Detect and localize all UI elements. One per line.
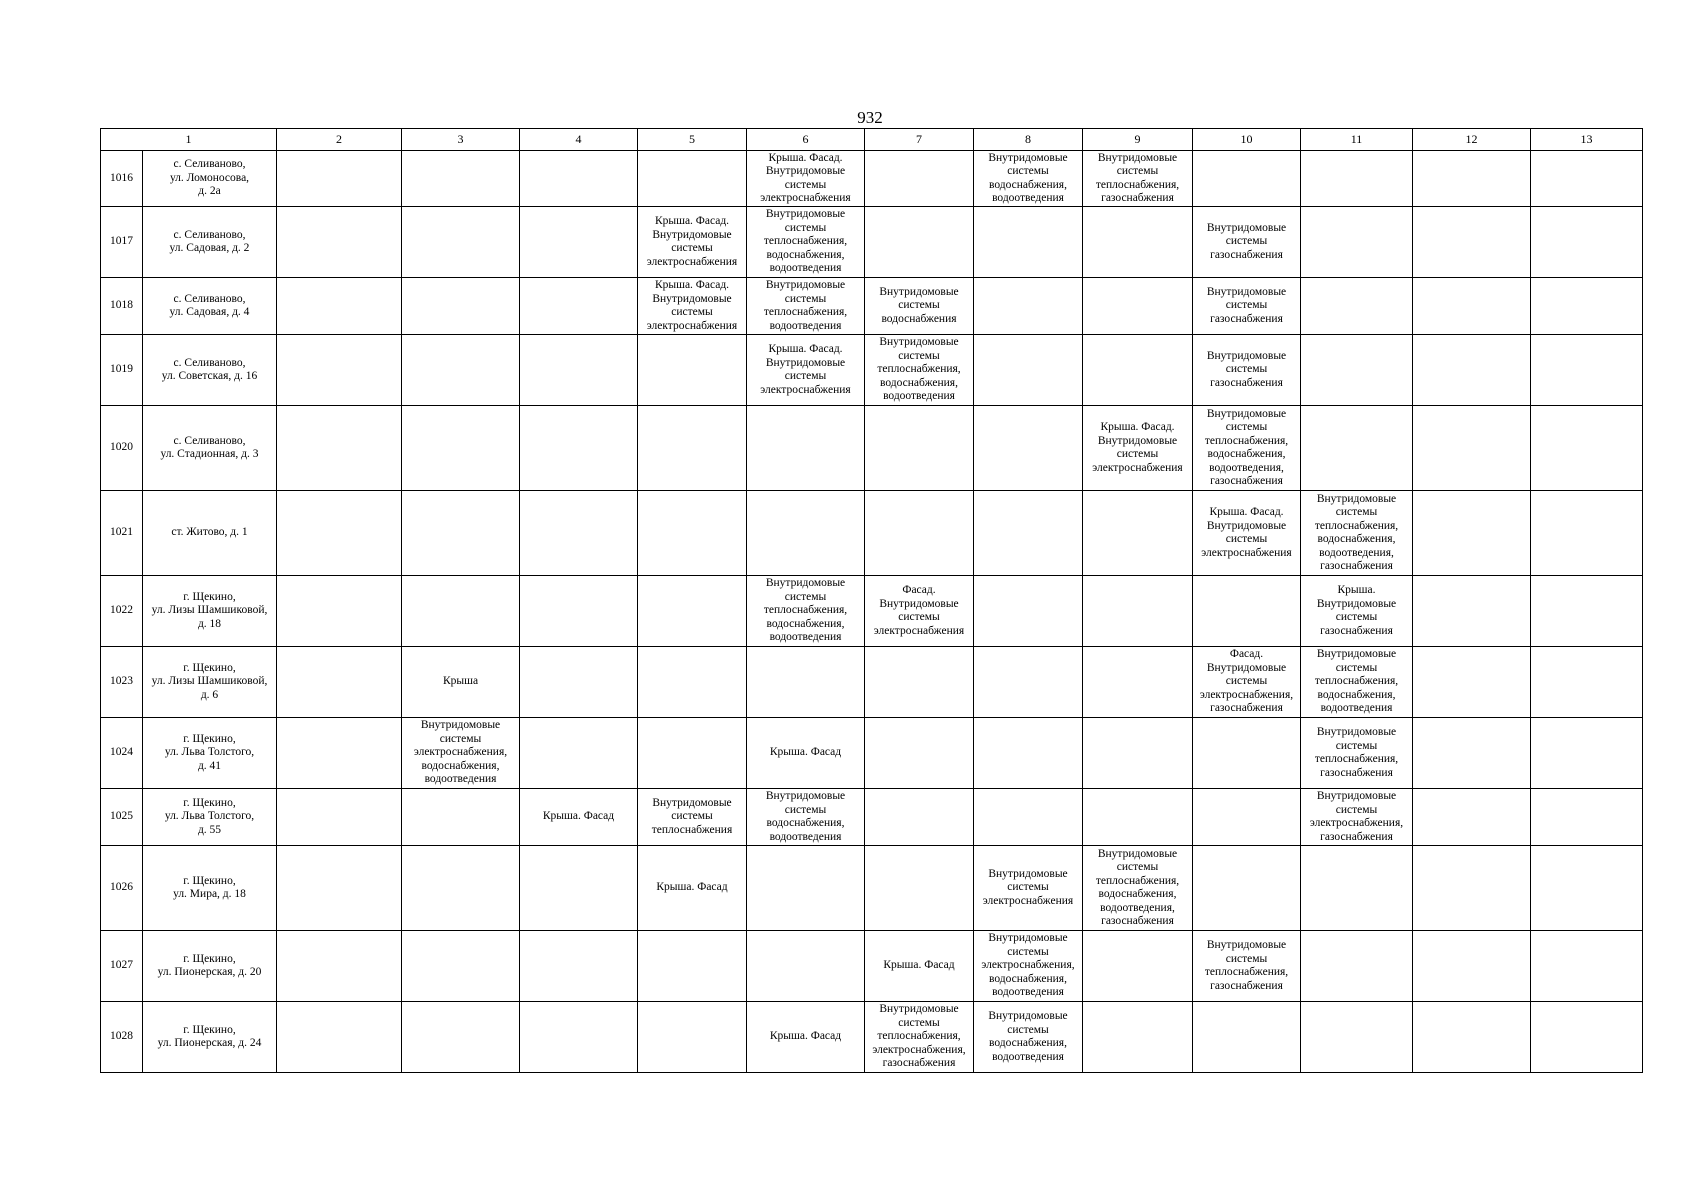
table-row [101, 151, 1643, 207]
table-cell [1531, 491, 1643, 576]
table-cell [277, 406, 402, 491]
table-cell: Внутридомовые системы теплоснабжения, газоснабжения [1083, 151, 1193, 207]
table-cell [1531, 576, 1643, 647]
table-cell [520, 718, 638, 789]
table-cell: Внутридомовые системы теплоснабжения, водоснабжения, водоотведения [747, 576, 865, 647]
table-cell [1083, 789, 1193, 846]
address-cell: ст. Житово, д. 1 [143, 491, 277, 576]
table-cell: Внутридомовые системы теплоснабжения, водоотведения [747, 278, 865, 335]
table-row [101, 1002, 1643, 1073]
table-cell [638, 491, 747, 576]
table-cell [402, 1002, 520, 1073]
table-row [101, 789, 1643, 846]
table-cell [277, 278, 402, 335]
table-row [101, 335, 1643, 406]
table-row [101, 931, 1643, 1002]
address-cell: г. Щекино, ул. Лизы Шамшиковой, д. 6 [143, 647, 277, 718]
table-cell [1083, 718, 1193, 789]
table-cell: Крыша [402, 647, 520, 718]
table-cell [277, 789, 402, 846]
table-cell: Внутридомовые системы теплоснабжения, водоснабжения, водоотведения, газоснабжения [1083, 846, 1193, 931]
table-cell: Крыша. Фасад [747, 1002, 865, 1073]
table-cell: Крыша. Фасад. Внутридомовые системы электроснабжения [747, 151, 865, 207]
table-cell [865, 846, 974, 931]
table-cell [747, 406, 865, 491]
table-cell [520, 278, 638, 335]
column-header: 1 [101, 129, 277, 151]
table-cell [520, 207, 638, 278]
table-cell [520, 1002, 638, 1073]
table-cell [1193, 151, 1301, 207]
table-cell [402, 207, 520, 278]
table-cell: Внутридомовые системы теплоснабжения [638, 789, 747, 846]
row-number-cell: 1027 [101, 931, 143, 1002]
table-cell [1413, 491, 1531, 576]
table-cell [277, 207, 402, 278]
table-cell [402, 151, 520, 207]
table-cell: Внутридомовые системы водоснабжения, водоотведения [747, 789, 865, 846]
table-cell: Внутридомовые системы теплоснабжения, водоснабжения, водоотведения, газоснабжения [1193, 406, 1301, 491]
repair-schedule-table [100, 128, 1643, 1073]
column-header: 10 [1193, 129, 1301, 151]
table-cell [974, 491, 1083, 576]
address-cell: г. Щекино, ул. Лизы Шамшиковой, д. 18 [143, 576, 277, 647]
table-cell [1531, 1002, 1643, 1073]
table-cell [865, 151, 974, 207]
column-header: 8 [974, 129, 1083, 151]
table-cell [638, 647, 747, 718]
table-cell [974, 647, 1083, 718]
table-cell: Крыша. Фасад. Внутридомовые системы электроснабжения [747, 335, 865, 406]
table-cell [277, 846, 402, 931]
table-cell [865, 491, 974, 576]
table-cell [1083, 207, 1193, 278]
table-row [101, 278, 1643, 335]
table-cell [1301, 1002, 1413, 1073]
table-cell [747, 647, 865, 718]
table-cell [1531, 931, 1643, 1002]
table-cell [402, 406, 520, 491]
table-cell [520, 151, 638, 207]
table-cell: Крыша. Фасад. Внутридомовые системы электроснабжения [1193, 491, 1301, 576]
table-cell [277, 1002, 402, 1073]
table-cell [1531, 406, 1643, 491]
table-cell: Фасад. Внутридомовые системы электроснабжения, газоснабжения [1193, 647, 1301, 718]
table-cell [520, 406, 638, 491]
table-cell [638, 406, 747, 491]
column-header: 4 [520, 129, 638, 151]
table-cell [402, 846, 520, 931]
table-cell [638, 335, 747, 406]
table-cell: Крыша. Фасад. Внутридомовые системы электроснабжения [638, 278, 747, 335]
table-cell [865, 647, 974, 718]
address-cell: с. Селиваново, ул. Садовая, д. 4 [143, 278, 277, 335]
column-header: 7 [865, 129, 974, 151]
table-cell [277, 335, 402, 406]
row-number-cell: 1018 [101, 278, 143, 335]
row-number-cell: 1024 [101, 718, 143, 789]
table-cell [974, 207, 1083, 278]
table-cell: Внутридомовые системы теплоснабжения, водоснабжения, водоотведения, газоснабжения [1301, 491, 1413, 576]
row-number-cell: 1019 [101, 335, 143, 406]
table-cell [1193, 789, 1301, 846]
address-cell: г. Щекино, ул. Пионерская, д. 24 [143, 1002, 277, 1073]
table-cell [1301, 846, 1413, 931]
table-cell [1301, 406, 1413, 491]
table-cell [402, 931, 520, 1002]
table-cell [520, 576, 638, 647]
table-cell [747, 931, 865, 1002]
table-cell [1193, 576, 1301, 647]
table-cell [1083, 278, 1193, 335]
table-cell [402, 576, 520, 647]
table-cell [1413, 335, 1531, 406]
table-cell: Внутридомовые системы электроснабжения [974, 846, 1083, 931]
table-cell: Крыша. Фасад [747, 718, 865, 789]
table-cell [974, 406, 1083, 491]
header-row [101, 129, 1643, 151]
table-cell [974, 718, 1083, 789]
table-cell [520, 491, 638, 576]
column-header: 13 [1531, 129, 1643, 151]
row-number-cell: 1026 [101, 846, 143, 931]
row-number-cell: 1023 [101, 647, 143, 718]
table-cell [1413, 718, 1531, 789]
table-cell [277, 151, 402, 207]
table-cell [402, 335, 520, 406]
table-cell [747, 846, 865, 931]
address-cell: г. Щекино, ул. Льва Толстого, д. 55 [143, 789, 277, 846]
table-cell [1083, 931, 1193, 1002]
row-number-cell: 1016 [101, 151, 143, 207]
table-cell: Внутридомовые системы теплоснабжения, газоснабжения [1301, 718, 1413, 789]
table-cell [1531, 789, 1643, 846]
table-cell [1193, 718, 1301, 789]
table-cell [1301, 151, 1413, 207]
table-cell [1413, 576, 1531, 647]
table-cell [865, 789, 974, 846]
table-cell: Внутридомовые системы водоснабжения [865, 278, 974, 335]
table-cell: Крыша. Внутридомовые системы газоснабжения [1301, 576, 1413, 647]
address-cell: с. Селиваново, ул. Стадионная, д. 3 [143, 406, 277, 491]
table-cell [520, 931, 638, 1002]
table-cell: Внутридомовые системы теплоснабжения, газоснабжения [1193, 931, 1301, 1002]
table-cell: Крыша. Фасад. Внутридомовые системы электроснабжения [638, 207, 747, 278]
address-cell: г. Щекино, ул. Мира, д. 18 [143, 846, 277, 931]
address-cell: с. Селиваново, ул. Ломоносова, д. 2а [143, 151, 277, 207]
table-cell [1083, 491, 1193, 576]
column-header: 3 [402, 129, 520, 151]
table-cell [1193, 1002, 1301, 1073]
table-cell [638, 718, 747, 789]
table-cell [1413, 931, 1531, 1002]
table-cell [865, 718, 974, 789]
table-cell: Крыша. Фасад. Внутридомовые системы электроснабжения [1083, 406, 1193, 491]
table-cell [1531, 278, 1643, 335]
row-number-cell: 1017 [101, 207, 143, 278]
table-cell [1413, 647, 1531, 718]
table-cell [1413, 846, 1531, 931]
table-body [101, 151, 1643, 1073]
column-header: 9 [1083, 129, 1193, 151]
table-cell [402, 789, 520, 846]
table-cell [1413, 1002, 1531, 1073]
table-cell [974, 789, 1083, 846]
table-cell [1531, 207, 1643, 278]
table-cell [1301, 207, 1413, 278]
table-cell [1413, 406, 1531, 491]
table-cell: Крыша. Фасад [638, 846, 747, 931]
table-cell [402, 491, 520, 576]
table-cell [747, 491, 865, 576]
table-row [101, 491, 1643, 576]
table-cell: Внутридомовые системы газоснабжения [1193, 335, 1301, 406]
row-number-cell: 1025 [101, 789, 143, 846]
table-cell [1083, 576, 1193, 647]
column-header: 2 [277, 129, 402, 151]
table-cell [865, 406, 974, 491]
table-cell [1413, 207, 1531, 278]
table-row [101, 846, 1643, 931]
table-cell [1531, 846, 1643, 931]
column-header: 6 [747, 129, 865, 151]
page-number: 932 [857, 108, 883, 127]
table-cell [277, 491, 402, 576]
table-cell [1531, 718, 1643, 789]
table-cell [638, 576, 747, 647]
table-cell [520, 335, 638, 406]
table-cell: Внутридомовые системы теплоснабжения, электроснабжения, газоснабжения [865, 1002, 974, 1073]
table-cell [277, 647, 402, 718]
table-cell: Внутридомовые системы электроснабжения, водоснабжения, водоотведения [402, 718, 520, 789]
table-cell [1083, 335, 1193, 406]
table-cell [1413, 789, 1531, 846]
table-row [101, 718, 1643, 789]
table-cell [1531, 647, 1643, 718]
table-cell [402, 278, 520, 335]
table-cell [974, 576, 1083, 647]
row-number-cell: 1028 [101, 1002, 143, 1073]
table-cell: Внутридомовые системы водоснабжения, водоотведения [974, 1002, 1083, 1073]
table-cell: Внутридомовые системы электроснабжения, водоснабжения, водоотведения [974, 931, 1083, 1002]
table-cell [1531, 151, 1643, 207]
address-cell: с. Селиваново, ул. Садовая, д. 2 [143, 207, 277, 278]
address-cell: г. Щекино, ул. Льва Толстого, д. 41 [143, 718, 277, 789]
table-cell [1413, 278, 1531, 335]
table-cell [1531, 335, 1643, 406]
table-cell: Фасад. Внутридомовые системы электроснабжения [865, 576, 974, 647]
table-cell [277, 931, 402, 1002]
table-cell [1301, 278, 1413, 335]
table-cell: Крыша. Фасад [865, 931, 974, 1002]
table-cell [277, 576, 402, 647]
table-row [101, 207, 1643, 278]
table-cell [1083, 647, 1193, 718]
table-cell [1413, 151, 1531, 207]
table-row [101, 576, 1643, 647]
table-cell: Внутридомовые системы газоснабжения [1193, 207, 1301, 278]
table-cell [865, 207, 974, 278]
table-cell [1193, 846, 1301, 931]
table-cell [638, 151, 747, 207]
table-cell [1083, 1002, 1193, 1073]
table-cell [974, 278, 1083, 335]
table-cell [1301, 931, 1413, 1002]
table-cell [974, 335, 1083, 406]
table-cell: Крыша. Фасад [520, 789, 638, 846]
table-cell: Внутридомовые системы водоснабжения, водоотведения [974, 151, 1083, 207]
table-cell [520, 647, 638, 718]
table-cell [638, 931, 747, 1002]
table-row [101, 647, 1643, 718]
table-header [101, 129, 1643, 151]
table-cell [1301, 335, 1413, 406]
row-number-cell: 1021 [101, 491, 143, 576]
column-header: 11 [1301, 129, 1413, 151]
table-row [101, 406, 1643, 491]
row-number-cell: 1020 [101, 406, 143, 491]
table-cell: Внутридомовые системы электроснабжения, газоснабжения [1301, 789, 1413, 846]
address-cell: г. Щекино, ул. Пионерская, д. 20 [143, 931, 277, 1002]
table-cell [638, 1002, 747, 1073]
column-header: 12 [1413, 129, 1531, 151]
table-cell: Внутридомовые системы теплоснабжения, водоснабжения, водоотведения [747, 207, 865, 278]
address-cell: с. Селиваново, ул. Советская, д. 16 [143, 335, 277, 406]
table-cell: Внутридомовые системы газоснабжения [1193, 278, 1301, 335]
table-cell: Внутридомовые системы теплоснабжения, водоснабжения, водоотведения [1301, 647, 1413, 718]
column-header: 5 [638, 129, 747, 151]
row-number-cell: 1022 [101, 576, 143, 647]
table-cell [520, 846, 638, 931]
table-cell: Внутридомовые системы теплоснабжения, водоснабжения, водоотведения [865, 335, 974, 406]
table-cell [277, 718, 402, 789]
